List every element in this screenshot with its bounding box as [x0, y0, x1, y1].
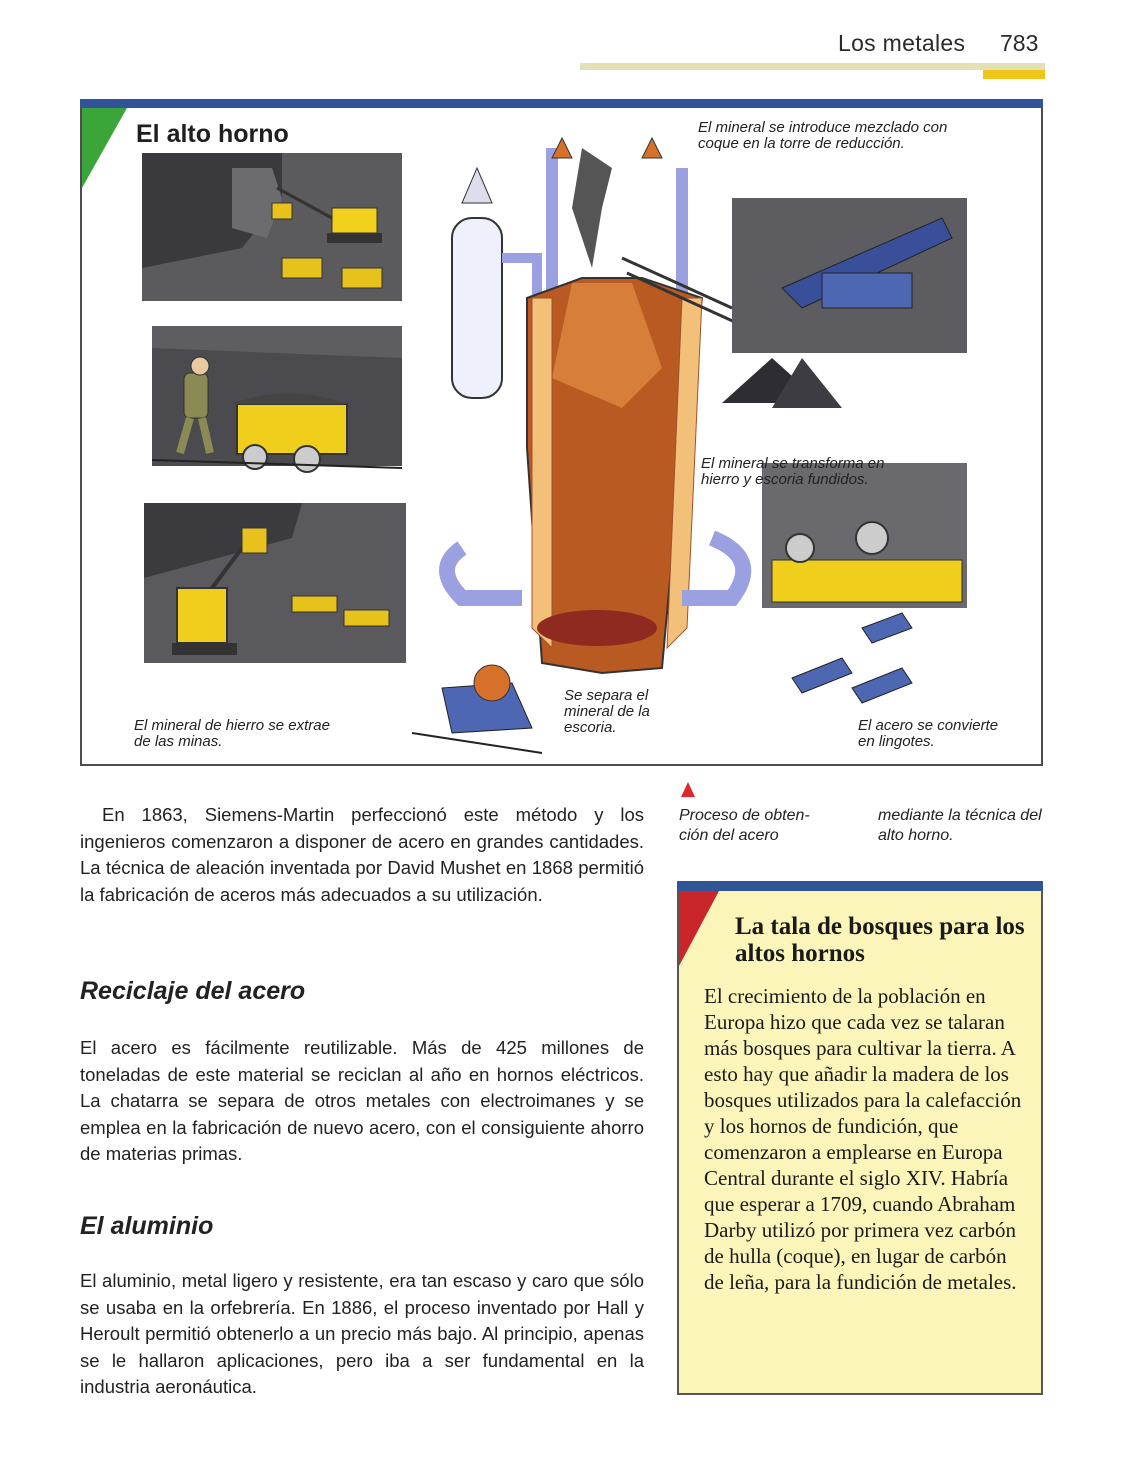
caption-mines — [134, 718, 330, 750]
caption-separate-line: escoria. — [564, 719, 617, 736]
blast-furnace — [447, 138, 743, 673]
ladle-car — [412, 665, 542, 753]
caption-transform-line: El mineral se transforma en — [701, 455, 885, 472]
green-corner-marker — [82, 108, 127, 188]
heading-aluminum: El aluminio — [80, 1212, 214, 1240]
sidebar-corner-marker — [679, 891, 729, 971]
caption-mines-line: El mineral de hierro se extrae — [134, 717, 330, 734]
sidebar-title: La tala de bosques para los altos hornos — [735, 913, 1025, 967]
caption-intro — [698, 120, 947, 152]
caption-ingots-line: El acero se convierte — [858, 717, 999, 734]
blast-furnace-illustration — [82, 108, 1041, 763]
header-rule — [580, 63, 1045, 70]
caption-separate — [564, 688, 650, 736]
figure-caption-right: mediante la técnica del alto horno. — [878, 807, 1042, 844]
figure-top-bar — [80, 99, 1043, 108]
mine-panel-2 — [152, 326, 402, 472]
conveyor-panel — [722, 198, 967, 408]
ingot-panel — [762, 463, 967, 703]
paragraph-recycling: El acero es fácilmente reutilizable. Más de 425 millones de toneladas de este material se reciclan al año en hornos eléctricos. La chatarra se separa de otros metales con electroimanes y se emplea en la fabricación de nuevo acero, con el consiguiente ahorro de materias primas. — [80, 1037, 644, 1164]
page-number: 783 — [1000, 30, 1039, 56]
sidebar-text: El crecimiento de la población en Europa hizo que cada vez se talaran más bosques para cultivar la tierra. A esto hay que añadir la madera de los bosques utilizados para la calefacción y los hornos de fundición, que comenzaron a emplearse en Europa Central durante el siglo XIV. Habría que esperar a 1709, cuando Abraham Darby utilizó por primera vez carbón de hulla (coque), en lugar de carbón de leña, para la fundición de metales. — [704, 984, 1022, 1294]
caption-transform — [701, 456, 884, 488]
figure-title: El alto horno — [136, 120, 289, 148]
caption-intro-line: coque en la torre de reducción. — [698, 135, 905, 152]
sidebar-top-bar — [677, 881, 1043, 891]
caption-marker-triangle — [681, 782, 695, 797]
figure-caption-left: Proceso de obten-ción del acero — [679, 807, 810, 844]
caption-mines-line: de las minas. — [134, 733, 223, 750]
caption-ingots-line: en lingotes. — [858, 733, 935, 750]
caption-intro-line: El mineral se introduce mezclado con — [698, 119, 948, 136]
caption-separate-line: mineral de la — [564, 703, 650, 720]
caption-transform-line: hierro y escoria fundidos. — [701, 471, 869, 488]
section-title: Los metales — [838, 30, 966, 56]
paragraph-aluminum: El aluminio, metal ligero y resistente, era tan escaso y caro que sólo se usaba en la orfebrería. En 1886, el proceso inventado por Hall y Heroult permitió obtenerlo a un precio más bajo. Al principio, apenas se le hallaron aplicaciones, pero iba a ser fundamental en la industria aeronáutica. — [80, 1270, 644, 1397]
header-accent-bar — [983, 70, 1045, 79]
caption-separate-line: Se separa el — [564, 687, 649, 704]
heading-recycling: Reciclaje del acero — [80, 977, 306, 1005]
mine-panel-1 — [142, 153, 402, 301]
mine-panel-3 — [144, 503, 406, 663]
caption-ingots — [858, 718, 998, 750]
paragraph-siemens: En 1863, Siemens-Martin perfeccionó este método y los ingenieros comenzaron a disponer de acero en grandes cantidades. La técnica de aleación inventada por David Mushet en 1868 permitió la fabricación de aceros más adecuados a su utilización. — [80, 804, 644, 905]
